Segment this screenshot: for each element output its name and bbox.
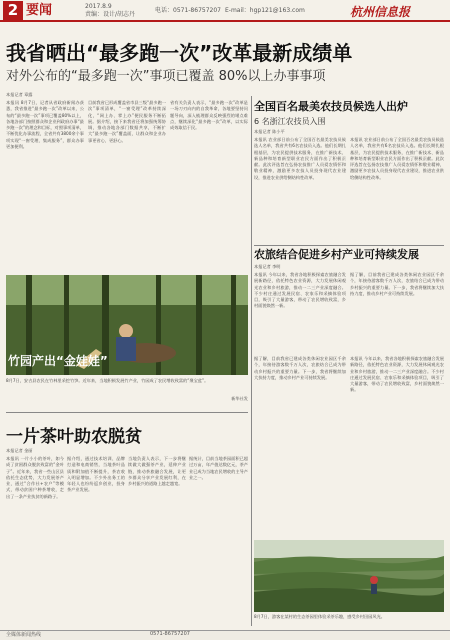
tea-garden-caption: 8月7日，游客在某村的生态茶园里体验采茶乐趣，感受乡村田园风光。 [254,614,385,619]
lead-subhead: 对外公布的“最多跑一次”事项已覆盖 80%以上办事事项 [6,69,326,84]
lower-column-2: 据介绍，通过技术培训、品牌打造和电商销售，当地茶叶品质和附加值不断提升，茶农收入明显增加。不少外出务工的年轻人也纷纷返乡创业，投身茶产业发展。 [67,456,125,493]
lower-divider [6,412,248,413]
lower-byline: 本报记者 金丽 [6,448,33,453]
right-divider [254,245,444,246]
right-story2-body-c: 据了解，目前我省已建成各类休闲农业园区千余个，年接待游客数千万人次，农旅结合已成为带动乡村振兴的重要力量。下一步，我省将继续加大扶持力度，推动乡村产业可持续发展。 [254,356,346,380]
header-phone: 电话：0571-86757207 [155,7,221,14]
right-story1-subhead: 6 名浙江农技员入围 [254,117,326,126]
column-divider [251,96,252,626]
header-meta [85,3,135,19]
right-story1-body-b: 本报讯 农业部日前公布了全国百名最美农技员候选人名单，我省共有6名农技员入选。他们长期扎根基层，为农民提供技术服务，在推广新技术、新品种和培育新型职业农民方面作出了积极贡献。此次评选旨在弘扬农技推广人员爱农情怀和敬业精神，激励更多农技人员投身现代农业建设，推进农业供给侧结构性改革。 [350,137,444,180]
lower-column-4: 据统计，目前当地茶园面积已超过万亩，年产值达数亿元，茶产业已成为当地农民增收的主导产业之一。 [189,456,248,480]
lead-column-2: 目前我省已形成覆盖省市县三级“最多跑一次”事项清单，“一窗受理”改革持续深化，“网上办、掌上办”便民服务不断拓展。据介绍，接下来我省还将加强统筹协调，推动各地各部门数据共享，不断扩大“最多跑一次”覆盖面，让群众和企业办事更省心、更舒心。 [88,100,166,143]
section-title: 要闻 [26,3,53,18]
lower-column-3: 当地负责人表示，下一步将继续做大做强茶产业，延伸产业链，推动茶旅融合发展，让更多群众分享产业发展红利，在乡村振兴的道路上越走越宽。 [128,456,186,487]
right-story1-headline: 全国百名最美农技员候选人出炉 [254,100,408,113]
header-date: 2017.8.9 [85,3,112,10]
bamboo-photo-credit: 新华社发 [231,396,248,401]
lead-column-1: 本报讯 8月7日，记者从省政府新闻办获悉，我省推进“最多跑一次”改革以来，公布的“最多跑一次”事项已覆盖80%以上，各地各部门按照群众和企业到政府办事“最多跑一次”的理念和目标，对照事项清单，不断优化办事流程，全省共有3800余个事项实现“一窗受理、集成服务”，群众办事更加便利。 [6,100,84,150]
lower-headline: 一片茶叶助农脱贫 [6,427,142,447]
right-story2-body-d: 本报讯 今年以来，我省各地积极探索农旅融合发展新路径，依托特色农业资源，大力发展休闲观光农业和乡村旅游，推动一二三产业深度融合。不少村庄通过发展民宿、农家乐和采摘体验项目，吸引了大量游客，带动了农民增收致富，乡村面貌焕然一新。 [350,356,444,393]
page-footer [0,630,450,640]
tea-garden-photo [254,540,444,612]
paper-name: 杭州信息报 [350,5,411,19]
right-story2-headline: 农旅结合促进乡村产业可持续发展 [254,248,419,261]
lead-headline: 我省晒出“最多跑一次”改革最新成绩单 [6,41,353,65]
header-email: E-mail：hgp121@163.com [225,7,305,14]
page-number: 2 [3,1,23,20]
lower-column-1: 本报讯 一片小小的茶叶，如今成了贫困群众脱贫致富的“金叶子”。近年来，我省一些山区县依托生态优势，大力发展茶产业，通过“合作社+农户”等模式，带动贫困户种茶增收，走出了一条产业扶贫的新路子。 [6,456,64,499]
right-story1-byline: 本报记者 陈小平 [254,129,285,134]
lead-byline: 本报记者 章露 [6,92,33,97]
right-story2-byline: 本报记者 李明 [254,264,281,269]
right-story2-body-a: 本报讯 今年以来，我省各地积极探索农旅融合发展新路径，依托特色农业资源，大力发展休闲观光农业和乡村旅游，推动一二三产业深度融合。不少村庄通过发展民宿、农家乐和采摘体验项目，吸引了大量游客，带动了农民增收致富，乡村面貌焕然一新。 [254,272,346,309]
header-editor: 责编：设计/胡志丹 [85,11,136,18]
right-story2-body-b: 据了解，目前我省已建成各类休闲农业园区千余个，年接待游客数千万人次，农旅结合已成为带动乡村振兴的重要力量。下一步，我省将继续加大扶持力度，推动乡村产业可持续发展。 [350,272,444,296]
lead-column-3: 省有关负责人表示，“最多跑一次”改革是一场刀刃向内的自我革命，各地要坚持问题导向，深入梳理群众反映强烈的堵点难点，继续深化“最多跑一次”改革，以实际成效取信于民。 [170,100,248,131]
bamboo-photo-title: 竹园产出“金娃娃” [8,354,108,368]
tea-garden-image [254,540,444,612]
footer-left: 全媒体新闻热线 [6,632,42,638]
bamboo-photo-caption: 8月7日，安吉县农民在竹林里采挖竹笋。近年来，当地积极发展竹产业，竹园成了农民增收致富的“聚宝盆”。 [6,378,209,383]
footer-right: 0571-86757207 [150,631,190,637]
right-story1-body-a: 本报讯 农业部日前公布了全国百名最美农技员候选人名单，我省共有6名农技员入选。他们长期扎根基层，为农民提供技术服务，在推广新技术、新品种和培育新型职业农民方面作出了积极贡献。此次评选旨在弘扬农技推广人员爱农情怀和敬业精神，激励更多农技人员投身现代农业建设，推进农业供给侧结构性改革。 [254,137,346,180]
